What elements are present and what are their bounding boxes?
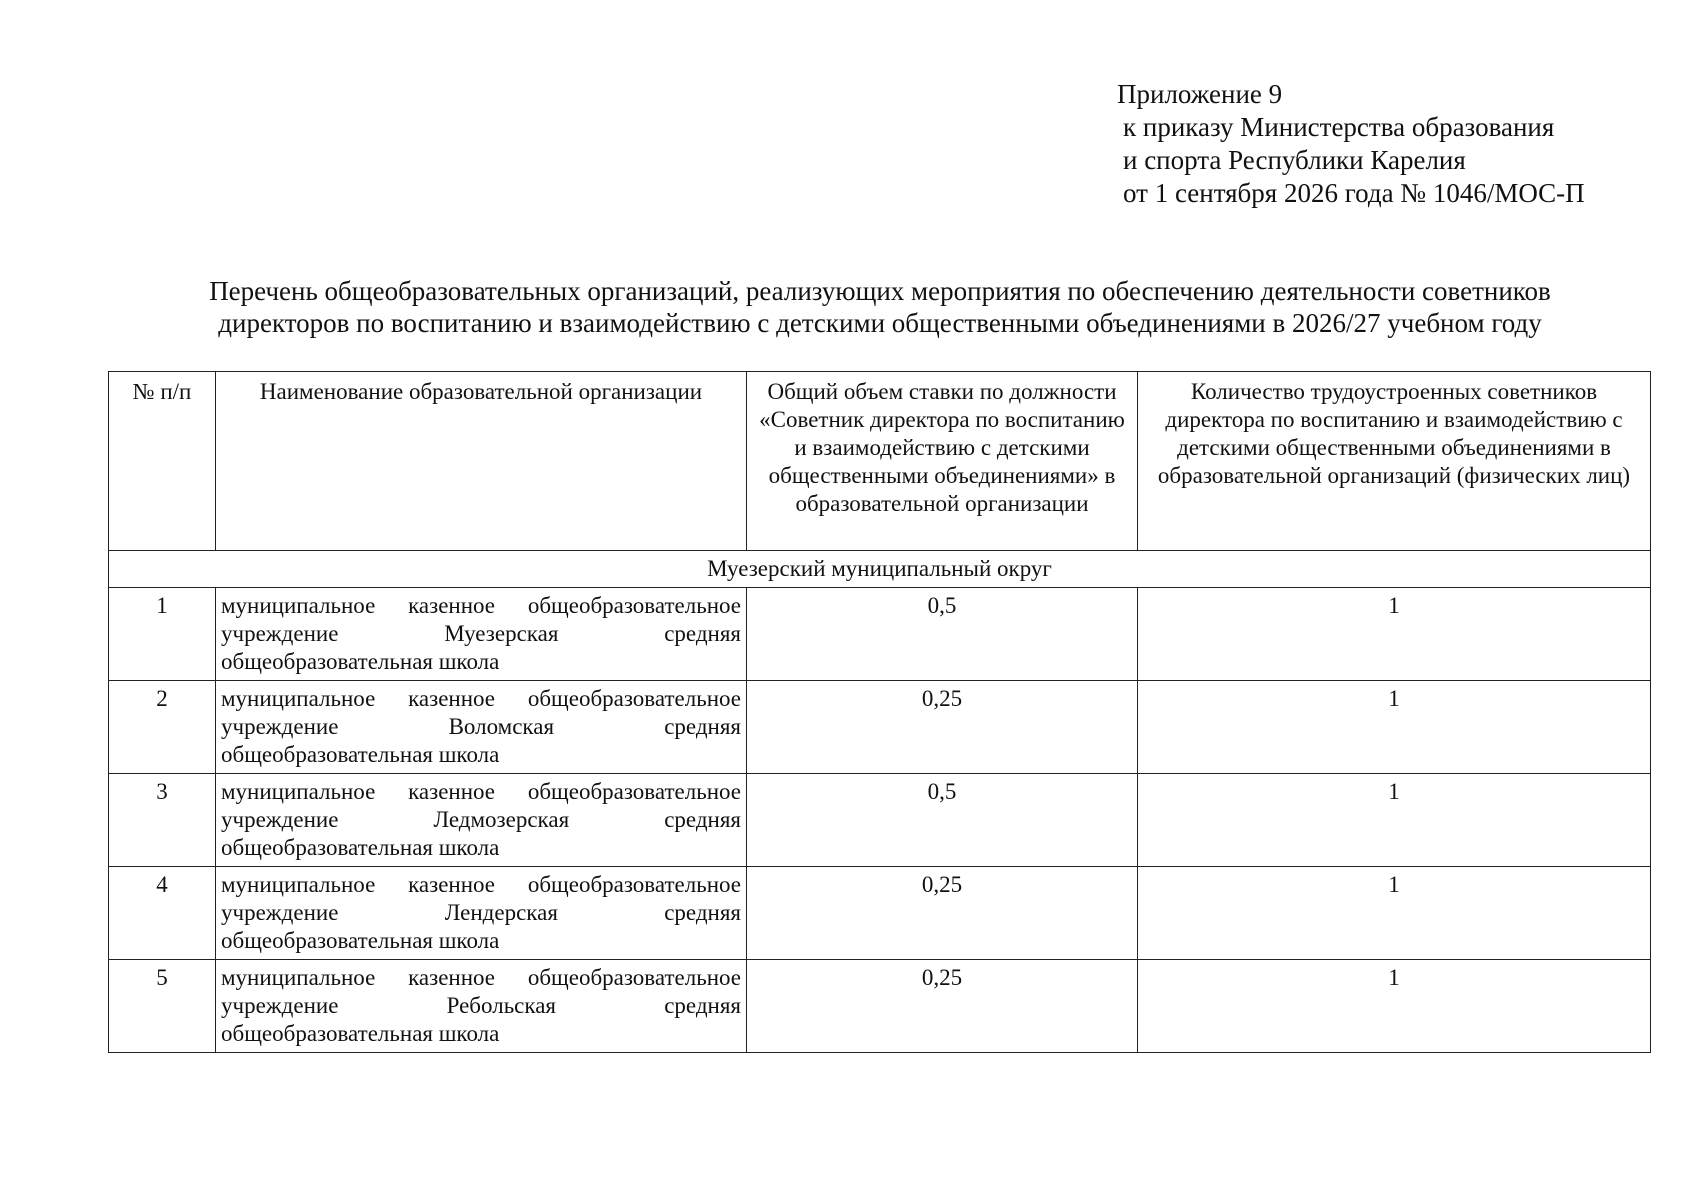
row-organization-name [216,960,747,1053]
row-organization-name [216,774,747,867]
appendix-ministry-line: и спорта Республики Карелия [1123,145,1466,175]
row-organization-name [216,588,747,681]
row-rate: 0,25 [747,960,1138,1053]
row-number: 2 [109,681,216,774]
table-header-row [109,372,1651,551]
row-number: 1 [109,588,216,681]
organization-name-text: муниципальное казенное общеобразовательное учреждение Лендерская средняя общеобразовательная школа [221,872,741,953]
row-count: 1 [1138,681,1651,774]
group-municipality: Муезерский муниципальный округ [109,551,1651,588]
row-count: 1 [1138,960,1651,1053]
document-title [110,275,1650,339]
organization-name-text: муниципальное казенное общеобразовательное учреждение Воломская средняя общеобразовательная школа [221,686,741,767]
appendix-order-line: к приказу Министерства образования [1123,112,1555,142]
row-rate: 0,5 [747,774,1138,867]
appendix-block [1117,78,1585,210]
header-organization-name: Наименование образовательной организации [216,372,747,551]
row-organization-name [216,681,747,774]
row-count: 1 [1138,867,1651,960]
appendix-number: Приложение 9 [1117,79,1283,109]
organization-name-text: муниципальное казенное общеобразовательное учреждение Ледмозерская средняя общеобразовательная школа [221,779,741,860]
header-number: № п/п [109,372,216,551]
document-title-line-2: директоров по воспитанию и взаимодействию с детскими общественными объединениями в 2026/27 учебном году [218,308,1542,338]
document-title-line-1: Перечень общеобразовательных организаций, реализующих мероприятия по обеспечению деятельности советников [209,276,1551,306]
appendix-date-line: от 1 сентября 2026 года № 1046/МОС-П [1123,178,1585,208]
organization-name-text: муниципальное казенное общеобразовательное учреждение Муезерская средняя общеобразовательная школа [221,593,741,674]
header-advisors-count: Количество трудоустроенных советников директора по воспитанию и взаимодействию с детскими общественными объединениями в образовательной организаций (физических лиц) [1138,372,1651,551]
header-rate-volume: Общий объем ставки по должности «Советник директора по воспитанию и взаимодействию с детскими общественными объединениями» в образовательной организации [747,372,1138,551]
row-rate: 0,25 [747,867,1138,960]
row-number: 3 [109,774,216,867]
group-row [109,551,1651,588]
organizations-table [108,371,1651,1053]
table-row [109,867,1651,960]
row-organization-name [216,867,747,960]
row-rate: 0,5 [747,588,1138,681]
row-rate: 0,25 [747,681,1138,774]
table-row [109,960,1651,1053]
row-number: 5 [109,960,216,1053]
row-count: 1 [1138,588,1651,681]
organization-name-text: муниципальное казенное общеобразовательное учреждение Ребольская средняя общеобразовательная школа [221,965,741,1046]
row-count: 1 [1138,774,1651,867]
table-row [109,681,1651,774]
row-number: 4 [109,867,216,960]
table-row [109,774,1651,867]
table-row [109,588,1651,681]
